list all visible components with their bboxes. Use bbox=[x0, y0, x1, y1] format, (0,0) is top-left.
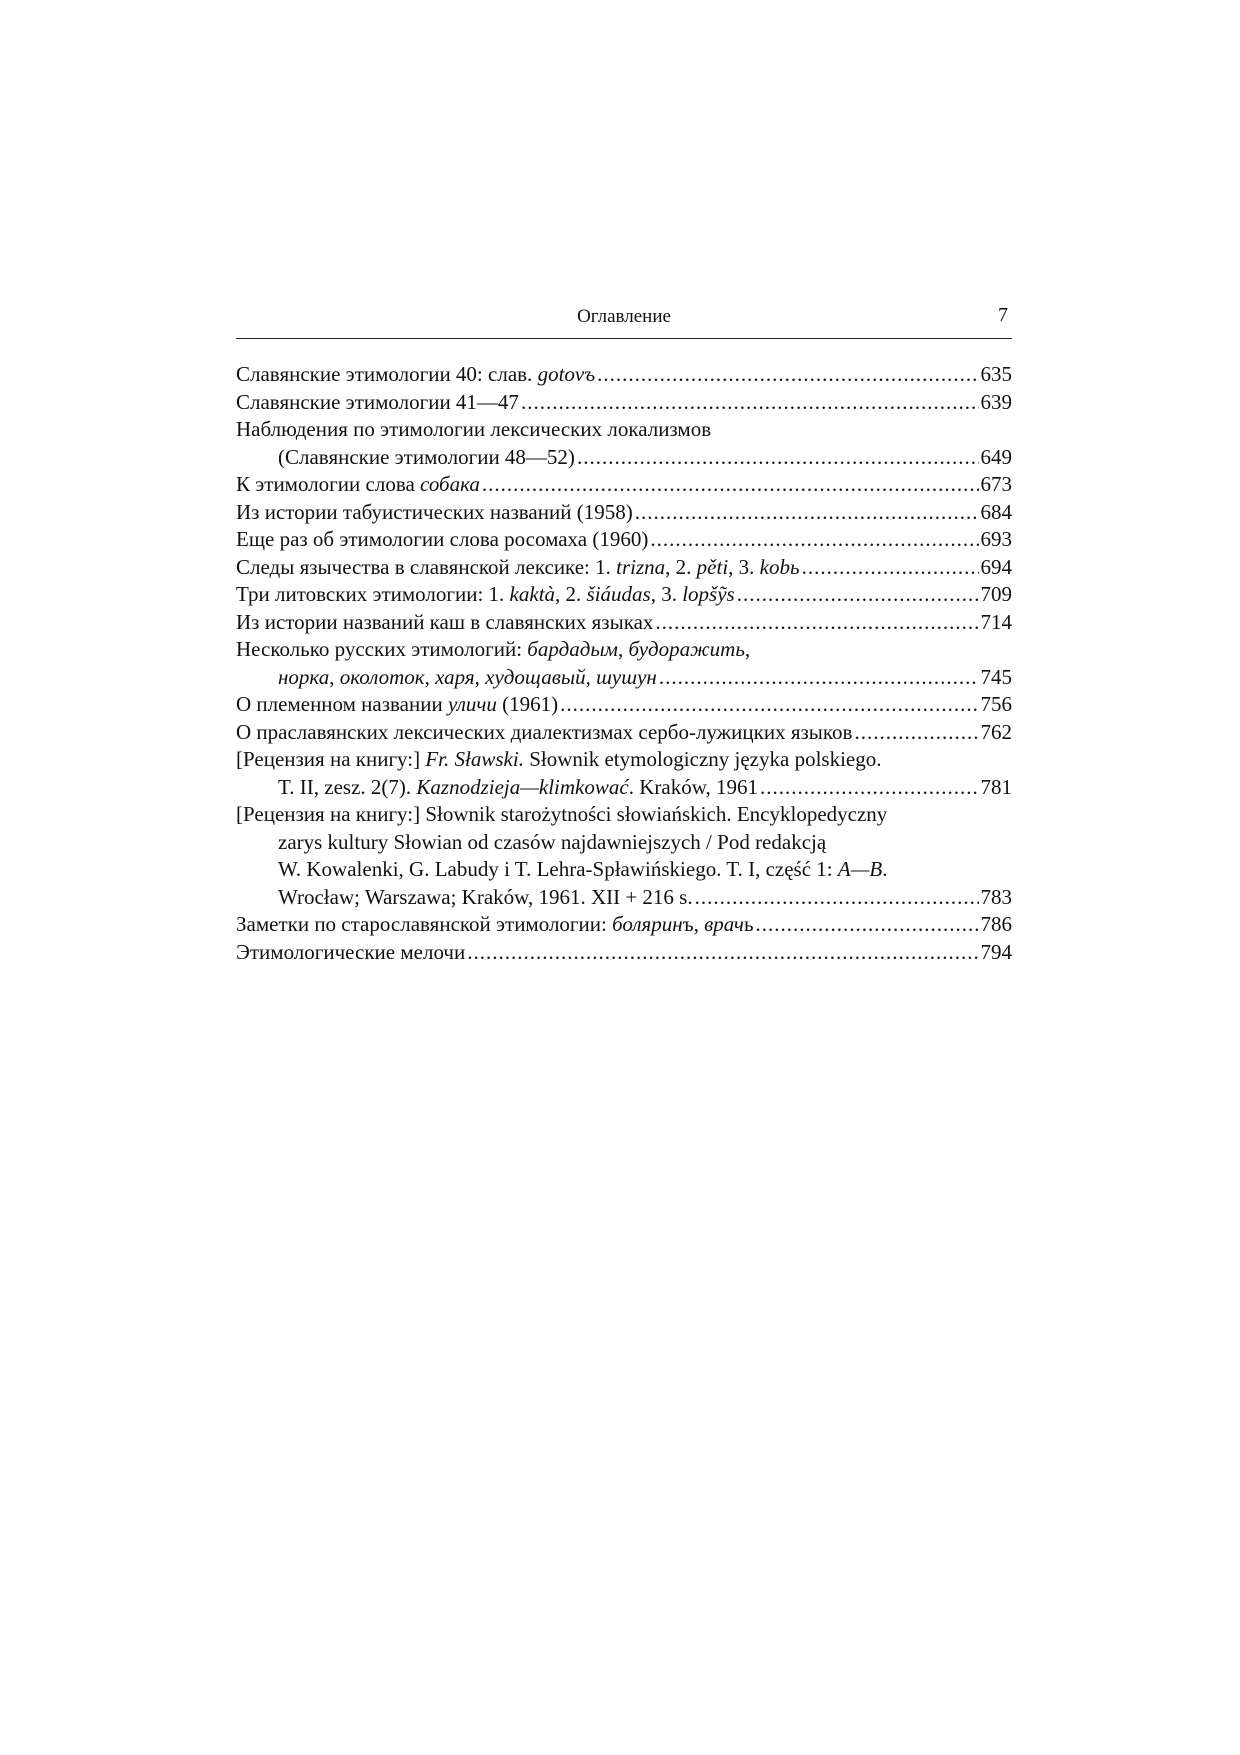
toc-entry-text: Заметки по старославянской этимологии: bbox=[236, 912, 613, 936]
dot-leader bbox=[655, 609, 978, 637]
toc-entry-title bbox=[278, 856, 887, 884]
toc-entry bbox=[236, 746, 1012, 774]
toc-entry-text: . Kraków, 1961 bbox=[628, 774, 758, 799]
toc-entry-text: Наблюдения по этимологии лексических локализмов bbox=[236, 417, 712, 441]
toc-entry-text: , 3. bbox=[728, 554, 760, 579]
toc-entry-text: Следы язычества в славянской лексике: 1. bbox=[236, 554, 617, 579]
toc-entry-text: Славянские этимологии 41—47 bbox=[236, 389, 519, 414]
toc-entry-title bbox=[278, 774, 758, 802]
toc-entry-text: Wrocław; Warszawa; Kraków, 1961. XII + 216 s. bbox=[278, 884, 693, 909]
toc-entry bbox=[236, 664, 1012, 692]
toc-entry bbox=[236, 939, 1012, 967]
toc-entry bbox=[236, 774, 1012, 802]
toc-entry-text: Еще раз об этимологии слова росомаха (1960) bbox=[236, 527, 649, 551]
dot-leader bbox=[659, 664, 979, 692]
toc-entry bbox=[236, 389, 1012, 417]
toc-page bbox=[236, 304, 1012, 966]
toc-entry-text: норка bbox=[278, 664, 330, 689]
toc-entry bbox=[236, 829, 1012, 857]
toc-entry-title bbox=[278, 829, 826, 857]
dot-leader bbox=[635, 499, 979, 527]
toc-entry-text: , 2. bbox=[665, 554, 697, 579]
toc-entry-title bbox=[278, 444, 575, 472]
toc-entry bbox=[236, 609, 1012, 637]
toc-entry-text: О праславянских лексических диалектизмах сербо-лужицких языков bbox=[236, 719, 853, 744]
toc-entry bbox=[236, 801, 1012, 829]
toc-entry-page: 714 bbox=[980, 609, 1012, 634]
toc-entry bbox=[236, 499, 1012, 527]
toc-entry bbox=[236, 636, 1012, 664]
toc-entry-title bbox=[236, 939, 465, 967]
toc-entry-text: Fr. Sławski. bbox=[425, 747, 524, 771]
toc-entry-text: харя bbox=[435, 664, 475, 689]
toc-entry-page: 709 bbox=[980, 582, 1012, 606]
toc-entry-text: ъ, bbox=[682, 912, 705, 936]
toc-entry-text: W. Kowalenki, G. Labudy i T. Lehra-Spławińskiego. T. I, część 1: bbox=[278, 857, 838, 881]
running-header bbox=[236, 304, 1012, 339]
toc-entry bbox=[236, 856, 1012, 884]
toc-entry-title bbox=[236, 554, 800, 582]
toc-entry-title bbox=[236, 746, 881, 774]
toc-entry-page: 694 bbox=[980, 554, 1012, 579]
toc-entry-text: , bbox=[585, 664, 597, 689]
dot-leader bbox=[650, 526, 978, 554]
toc-entry-page: 745 bbox=[980, 664, 1012, 689]
toc-entry-text: болярин bbox=[612, 912, 683, 936]
toc-entry-title bbox=[236, 389, 519, 417]
toc-entry-text: kaktà bbox=[509, 582, 556, 606]
dot-leader bbox=[467, 939, 978, 967]
toc-entry-text: Из истории названий каш в славянских языках bbox=[236, 609, 654, 634]
dot-leader bbox=[482, 471, 979, 499]
toc-entry-title bbox=[236, 499, 633, 527]
dot-leader bbox=[577, 444, 979, 472]
toc-entry-text: , 2. bbox=[555, 582, 587, 606]
toc-entry-title bbox=[236, 609, 653, 637]
toc-entry-title bbox=[236, 719, 852, 747]
header-title: Оглавление bbox=[577, 306, 671, 327]
toc-entry-page: 783 bbox=[980, 884, 1012, 909]
toc-entry bbox=[236, 554, 1012, 582]
toc-entry-text: [Рецензия на книгу:] Słownik starożytności słowiańskich. Encyklopedyczny bbox=[236, 802, 888, 826]
toc-entry-page: 639 bbox=[980, 389, 1012, 414]
dot-leader bbox=[560, 691, 978, 719]
toc-entry-text: , bbox=[329, 664, 340, 689]
toc-entry-text: Этимологические мелочи bbox=[236, 939, 466, 964]
toc-entry-text: gotovъ bbox=[537, 362, 596, 386]
toc-entry-title bbox=[236, 801, 887, 829]
toc-entry-text: бардадым bbox=[527, 637, 618, 661]
toc-entry-page: 693 bbox=[980, 527, 1012, 551]
toc-entry-text: К этимологии слова bbox=[236, 472, 421, 496]
toc-entry-title bbox=[236, 361, 595, 389]
toc-entry-text: уличи bbox=[447, 692, 497, 716]
toc-entry-page: 781 bbox=[980, 774, 1012, 799]
dot-leader bbox=[756, 911, 979, 939]
toc-entry bbox=[236, 691, 1012, 719]
toc-entry bbox=[236, 581, 1012, 609]
toc-entry-text: О племенном названии bbox=[236, 692, 448, 716]
toc-entry bbox=[236, 526, 1012, 554]
toc-entry-page: 673 bbox=[980, 472, 1012, 496]
toc-entry-title bbox=[236, 471, 480, 499]
toc-entry-text: собака bbox=[420, 472, 480, 496]
toc-entry bbox=[236, 719, 1012, 747]
toc-entry-page: 786 bbox=[980, 912, 1012, 936]
toc-entry-text: Несколько русских этимологий: bbox=[236, 637, 528, 661]
toc-entry-text: Славянские этимологии 40: слав. bbox=[236, 362, 538, 386]
toc-entry-text: , bbox=[617, 637, 629, 661]
toc-entry-text: , 3. bbox=[650, 582, 683, 606]
toc-entry bbox=[236, 471, 1012, 499]
toc-entry-page: 756 bbox=[980, 692, 1012, 716]
dot-leader bbox=[854, 719, 978, 747]
toc-entry-text: pěti bbox=[696, 554, 729, 579]
toc-entry-text: , bbox=[424, 664, 436, 689]
toc-entry bbox=[236, 884, 1012, 912]
toc-entry-text: шушун bbox=[596, 664, 657, 689]
dot-leader bbox=[802, 554, 979, 582]
toc-entry-text: худощавый bbox=[485, 664, 586, 689]
toc-entry-text: будоражить bbox=[628, 637, 745, 661]
toc-entry-text: (Славянские этимологии 48—52) bbox=[278, 444, 575, 469]
toc-entry-title bbox=[236, 691, 558, 719]
toc-entry-text: [Рецензия на книгу:] bbox=[236, 747, 426, 771]
toc-entry-text: , bbox=[744, 637, 751, 661]
toc-entry-text: šiáudas bbox=[586, 582, 651, 606]
toc-entry-text: . bbox=[882, 857, 888, 881]
header-page-number: 7 bbox=[998, 304, 1008, 326]
toc-entry bbox=[236, 911, 1012, 939]
toc-entry-title bbox=[278, 884, 693, 912]
dot-leader bbox=[737, 581, 979, 609]
toc-entry-text: lopšỹs bbox=[682, 582, 735, 606]
toc-entry bbox=[236, 361, 1012, 389]
toc-entry-text: , bbox=[474, 664, 486, 689]
toc-entry-title bbox=[236, 581, 735, 609]
toc-entry-text: (1961) bbox=[496, 692, 559, 716]
toc-entry-text: ь bbox=[743, 912, 754, 936]
dot-leader bbox=[695, 884, 979, 912]
toc-entry bbox=[236, 416, 1012, 444]
toc-entry-title bbox=[236, 526, 648, 554]
toc-entry-text: trizna bbox=[616, 554, 666, 579]
toc-entry-text: A—B bbox=[837, 857, 883, 881]
toc-entry-page: 794 bbox=[980, 939, 1012, 964]
toc-entry-text: околоток bbox=[339, 664, 425, 689]
toc-entry-text: Три литовских этимологии: 1. bbox=[236, 582, 510, 606]
toc-entry-title bbox=[236, 416, 711, 444]
toc-entry-page: 762 bbox=[980, 719, 1012, 744]
toc-entry-page: 635 bbox=[980, 362, 1012, 386]
dot-leader bbox=[760, 774, 979, 802]
toc-entry-text: Из истории табуистических названий (1958) bbox=[236, 499, 633, 524]
table-of-contents bbox=[236, 361, 1012, 966]
toc-entry-text: zarys kultury Słowian od czasów najdawniejszych / Pod redakcją bbox=[278, 829, 827, 854]
toc-entry bbox=[236, 444, 1012, 472]
toc-entry-text: kobь bbox=[759, 554, 800, 579]
dot-leader bbox=[597, 361, 978, 389]
toc-entry-text: Słownik etymologiczny języka polskiego. bbox=[523, 747, 882, 771]
toc-entry-text: Kaznodzieja—klimkować bbox=[416, 774, 629, 799]
toc-entry-page: 684 bbox=[980, 499, 1012, 524]
toc-entry-title bbox=[278, 664, 657, 692]
toc-entry-title bbox=[236, 911, 754, 939]
toc-entry-title bbox=[236, 636, 750, 664]
toc-entry-page: 649 bbox=[980, 444, 1012, 469]
toc-entry-text: врач bbox=[704, 912, 744, 936]
toc-entry-text: T. II, zesz. 2(7). bbox=[278, 774, 417, 799]
dot-leader bbox=[521, 389, 979, 417]
